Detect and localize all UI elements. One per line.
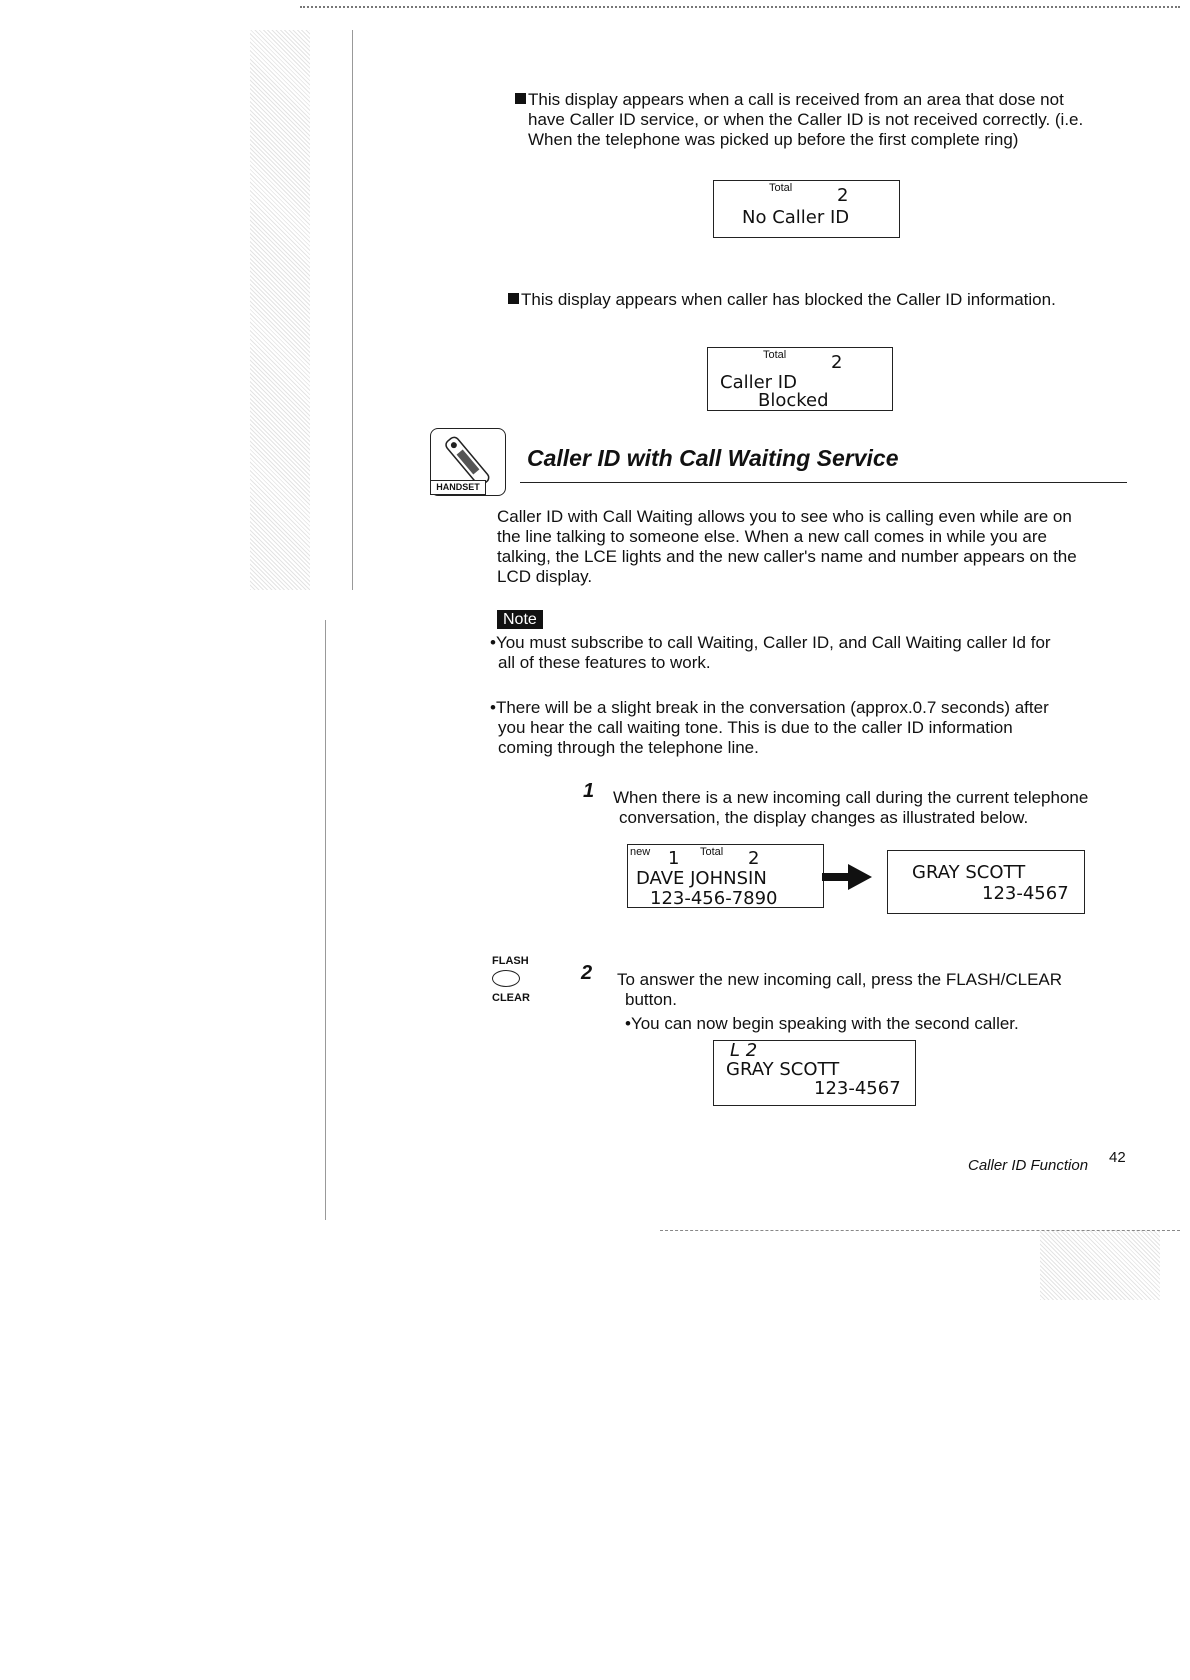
new-label: new [630,846,651,858]
section-underline [520,482,1127,483]
note-badge: Note [497,610,543,629]
page-number: 42 [1109,1149,1126,1166]
line-indicator: L 2 [730,1040,758,1061]
flash-label: FLASH [492,955,529,967]
caller-name: GRAY SCOTT [726,1059,840,1080]
total-label: Total [700,846,724,858]
clear-label: CLEAR [492,992,530,1004]
step-1-text: When there is a new incoming call during the current telephone conversation, the display changes as illustrated below. [613,788,1089,827]
scan-bottom-edge [660,1230,1180,1231]
square-bullet-icon [508,293,519,304]
step-1-number: 1 [583,780,595,802]
note-bullet-1: •You must subscribe to call Waiting, Caller ID, and Call Waiting caller Id for all of these features to work. [490,633,1051,672]
lcd-display-no-caller-id [713,180,900,238]
section-title: Caller ID with Call Waiting Service [527,445,899,471]
caller-number: 123-4567 [814,1078,901,1099]
step-2-number: 2 [581,962,593,984]
footer-title: Caller ID Function [968,1157,1089,1174]
total-value: 2 [831,352,843,373]
step-2-text: To answer the new incoming call, press the FLASH/CLEAR button. •You can now begin speaking with the second caller. [617,970,1063,1033]
scan-shading [1040,1230,1160,1300]
lcd-text: No Caller ID [742,207,850,228]
caller-number: 123-456-7890 [650,888,778,909]
lcd-display-blocked [707,347,893,411]
intro-paragraph-2: This display appears when caller has blocked the Caller ID information. [508,290,1128,310]
total-value: 2 [748,848,760,869]
total-label: Total [763,349,787,361]
lcd-line-2: Blocked [758,390,829,411]
handset-label: HANDSET [430,480,486,495]
lcd-display-after [887,850,1085,914]
lcd-display-line2 [713,1040,916,1106]
note-bullet-2: •There will be a slight break in the conversation (approx.0.7 seconds) after you hear the call waiting tone. This is due to the caller ID information coming through the telephone line. [490,698,1049,757]
caller-number: 123-4567 [982,883,1069,904]
scan-top-edge [300,6,1180,8]
lcd-display-before [627,844,824,908]
scan-shading [250,30,310,590]
caller-name: GRAY SCOTT [912,862,1026,883]
body-paragraph: Caller ID with Call Waiting allows you to see who is calling even while are on the line talking to someone else. When a new call comes in while you are talking, the LCE lights and the new caller's name and number appears on the LCD display. [497,507,1077,586]
arrow-right-icon [822,864,872,890]
intro-paragraph-1: This display appears when a call is received from an area that dose not have Caller ID service, or when the Caller ID is not received correctly. (i.e. When the telephone was picked up before the first complete ring) [515,90,1135,150]
scan-line [352,30,353,590]
caller-name: DAVE JOHNSIN [636,868,767,889]
total-label: Total [769,182,793,194]
flash-clear-button-icon [492,970,520,987]
new-value: 1 [668,848,680,869]
square-bullet-icon [515,93,526,104]
lcd-line-1: Caller ID [720,372,797,393]
total-value: 2 [837,185,849,206]
scan-line [325,620,326,1220]
